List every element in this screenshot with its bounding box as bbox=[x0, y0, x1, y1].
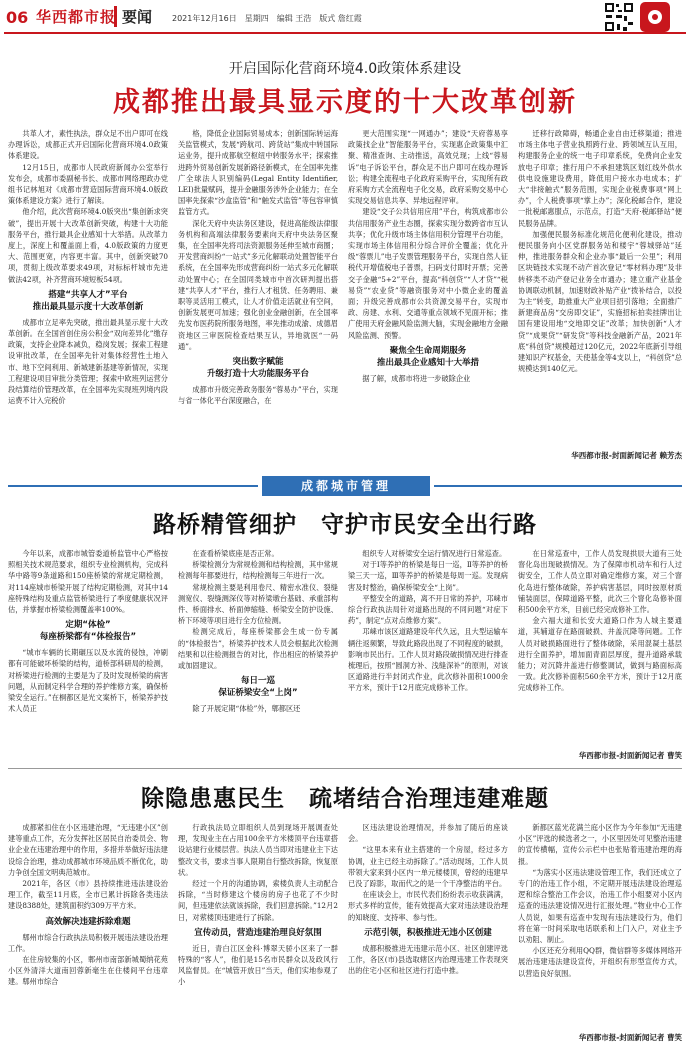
paragraph: “为落实小区违法建设管理工作，我们还成立了专门的治违工作小组，不定期开展违法建设治理巡逻和综合整治工作会议，治违工作小组要对小区内巡查的违法建设情况进行汇报处理。”物业中心工作人员说，如果有巡查中发现有违法建设行为，他们将在第一时间采取电话联系和上门入户，对业主予以劝阻、制止。 bbox=[518, 867, 682, 945]
paragraph: 2021年，各区（市）县持续推进违法建设治理工作，截至11月底，全市已累计拆除各类违法建设8388处，建筑面积约309万平方米。 bbox=[8, 879, 168, 911]
subheading: 宣传动员，营造违建治理良好氛围 bbox=[194, 927, 322, 938]
article2-column-4 bbox=[518, 548, 682, 746]
paragraph: 对于Ⅰ等养护的桥梁是每日一巡，Ⅱ等养护的桥梁三天一巡，Ⅲ等养护的桥梁是每周一巡。发现病害及时整治，确保桥梁安全“上岗”。 bbox=[348, 560, 508, 592]
subheading: 聚焦全生命周期服务 推出最具企业感知十大举措 bbox=[376, 345, 479, 368]
subheading: 示范引领，积极推进无违小区创建 bbox=[364, 927, 492, 938]
subheading: 高效解决违建拆除难题 bbox=[45, 916, 131, 927]
subheading: 搭建“共享人才”平台 推出最具显示度十大改革创新 bbox=[32, 289, 144, 312]
paragraph: 检测完成后，每座桥梁都会生成一份专属的“体检报告”，桥梁养护技术人员会根据此次检测结果和以往检测报告的对比，作出相应的桥梁养护或加固建议。 bbox=[178, 627, 338, 671]
page-header bbox=[0, 0, 690, 34]
paragraph: 共革人才，素性执法，群众足不出户即可在线办理诉讼，成都正式开启国际化营商环境4.0政策体系建设。 bbox=[8, 129, 168, 161]
paragraph: 在座谈会上，市民代表们纷纷表示收获满满，形式多样的宣传，能有效提高大家对违法建设治理的知晓度、支持率、参与性。 bbox=[348, 890, 508, 922]
article2-headline: 路桥精管细护 守护市民安全出行路 bbox=[153, 512, 537, 538]
article2-column-3 bbox=[348, 548, 508, 760]
article1-kicker: 开启国际化营商环境4.0政策体系建设 bbox=[228, 61, 462, 77]
article1-column-1 bbox=[8, 128, 168, 461]
paragraph: 金六福大道和长安大道路口作为人城主要通道，其辅道存在路面破损、井盖沉降等问题。工作人员对破损路面进行了整体破除，采用混凝土基层进行全面养护，增加面青面层厚度，提升道路承载能力；对沉降井盖进行修整调试，做到与路面标高一致。此次修补面积560余平方米，预计于12月底完成修补工作。 bbox=[518, 616, 682, 693]
paragraph: 加强便民服务标准化规范化便利化建设，推动便民服务向小区党群服务站和楼宇“蓉城驿站”延伸，推进服务群众和企业办事“最后一公里”；利用区块链技术实现不动产首次登记“零材料办理”及非转移类不动产登记业务全市通办；建立重产业基金协调联动机制，加速财政补贴产业“拨补结合，以投为主”转变，助推重大产业项目招引落地；全面推广新建商品房“交房即交证”，实施招标拍卖挂牌出让国有建设用地“交地即交证”改革；加快创新“人才贷”“成果贷”“研发贷”等科技金融新产品，2021年底“科创贷”规模超过120亿元，2022年底新引导组建知识产权基金，天使基金等4支以上，“科创贷”总规模达到140亿元。 bbox=[518, 229, 682, 374]
article1-column-4 bbox=[518, 128, 682, 448]
paragraph: 近日，青白江区金科·博翠天骄小区来了一群特殊的“客人”，他们是15名市民群众以及政风行风监督员。在“城管开放日”当天，他们实地参观了小 bbox=[178, 943, 338, 987]
subheading: 每日一巡 保证桥梁安全“上岗” bbox=[218, 676, 298, 699]
newspaper-logo: 华西都市报 bbox=[36, 8, 117, 26]
article3-column-3 bbox=[348, 822, 508, 1044]
article3-headline: 除隐患惠民生 疏堵结合治理违建难题 bbox=[141, 786, 549, 812]
banner-rule-right bbox=[434, 485, 682, 487]
qr-code-icon bbox=[604, 2, 634, 32]
article2-column-2 bbox=[178, 548, 338, 760]
paragraph: 在住房较集的小区，郫州市南部新城蜀纳花苑小区外清洋大道南回蓉新毫生在住楼间平台违章建。郫州市综合 bbox=[8, 955, 168, 987]
article3-byline: 华西都市报-封面新闻记者 曹笑 bbox=[578, 1033, 682, 1042]
paragraph: 他介绍，此次营商环境4.0版突出“集创新求突破”，提出开展十大改革创新突破，构建十大功能服务平台，推行最具企业感知十大举措。从改革力度上，深度上和覆盖面上看，4.0版政策的力度更大、范围更宽，内容更丰富。其中，创新突破70项，贯彻上级改革要求49项，对标标杆城市先进做法42项，补齐营商环境短板54项。 bbox=[8, 207, 168, 284]
paragraph: 平整安全的道路，离不开日常的养护，邛崃市综合行政执法局针对道路出现的不同问题“对症下药”，制定“点对点维修方案”。 bbox=[348, 593, 508, 626]
article1-byline: 华西都市报-封面新闻记者 赖芳杰 bbox=[571, 451, 682, 460]
section-divider bbox=[8, 768, 682, 769]
subheading: 突出数字赋能 升级打造十大功能服务平台 bbox=[206, 357, 309, 380]
banner-rule-left bbox=[8, 485, 258, 487]
paragraph: 行政执法局立即组织人员到现场开展调查处理，发现业主在占用100余平方米楼顶平台违章搭设站建行业楼层营。执法人员当即对违建业主下达整改文书，要求当事人限期自行整改拆除，恢复原状。 bbox=[178, 823, 338, 877]
section-label: 要闻 bbox=[114, 6, 152, 27]
article1-column-2 bbox=[178, 128, 338, 461]
paragraph: 区违法建设治理情况，并参加了随后的座谈会。 bbox=[348, 823, 508, 844]
paragraph: 成都市立足率先突破，推出最具显示度十大改革创新。在全国首创住房公积金“双向差异化”缴存政策，支持企业降本减负，稳岗发展；探索工程建设审批改革，在全国率先针对集体经营性土地入市、地下空间利用、新城建新基建等新情况，实现工程建设项目审批分类管理；探索中欧班列运营分段结算结价管理改革，在全国率先实现班列境内段运费不计入完税价 bbox=[8, 317, 168, 406]
paragraph: 12月15日，成都市人民政府新闻办公室举行发布会，成都市委副秘书长、成都市网络理政办党组书记林旭对《成都市营造国际营商环境4.0版政策体系建设方案》进行了解读。 bbox=[8, 162, 168, 206]
paragraph: 今年以来，成都市城管委道桥监管中心严格按照相关技术规范要求，组织专业检测机构，完成科华中路等9条道路和150座桥梁的常规定期检测，对114座城市桥梁开展了结构定期检测，对其中14座特殊结构及重点监管桥梁进行了季度健康状况评估，并掌握市桥梁检测覆盖率100%。 bbox=[8, 549, 168, 615]
article2-column-1 bbox=[8, 548, 168, 760]
paragraph: 在查看桥梁底座是否正常。 bbox=[192, 549, 279, 558]
paragraph: “城市车辆的长期碾压以及水流的侵蚀，冲刷都有可能破坏桥梁的结构，道桥部科研局的检测，对桥梁进行检测的主要是为了及时发现桥梁的病害问题，从而制定科学合理的养护维修方案，确保桥梁安全运行。”在桐都区是光文案桥下，桥梁养护技术人员正 bbox=[8, 648, 168, 714]
paragraph: 邛崃市该区道路建设年代久远，且大型运输车辆往返频繁，导致此路段出现了不同程度的破损，影响市民出行。工作人员对路段破损情况进行排查梳理后，按照“圆洞方补、浅缝深补”的原则，对该区道路进行半封闭式作业，此次修补面积1000余平方米，预计于12月底完成修补工作。 bbox=[348, 627, 508, 693]
paragraph: “这里本来有业主搭建的一个房屋，经过多方协调，业主已经主动拆除了。”活动现场，工作人员带领大家来到小区内一单元楼楼顶，曾经的违建早已没了踪影，取而代之的是一个干净整洁的平台。 bbox=[348, 845, 508, 889]
paragraph: 成都市升级完善政务服务“蓉易办”平台，实现与省一体化平台深度融合，在 bbox=[178, 385, 338, 406]
article1-column-3 bbox=[348, 128, 508, 461]
issue-meta: 2021年12月16日 星期四 编辑 王浩 版式 詹红霞 bbox=[172, 14, 362, 23]
article3-column-2 bbox=[178, 822, 338, 1044]
paragraph: 经过一个月的沟通协调，索楼负责人主动配合拆除，“当时修建这个楼房的房子也花了不少时间，但违建依法就该拆除，我们回意拆除。”12月2日，对萦楼顶违建进行了拆除。 bbox=[178, 879, 338, 922]
article1-headline: 成都推出最具显示度的十大改革创新 bbox=[113, 87, 577, 118]
header-rule bbox=[4, 32, 686, 34]
paragraph: 建设“交子公共信用应用”平台，构筑成都市公共信用服务产业生态圈，探索实现分数跨省市互认共享；优化升级市场主体信用积分管理平台功能，实现市场主体信用积分综合评价全覆盖；优化升级“蓉票儿”电子发票管理服务平台，实现自然人征税代开增值税电子普票，扫码支付即时开票；完善交子金融“5+2”平台，提高“科创贷”“人才贷”“税易贷”“农业贷”等融资服务对中小微企业的覆盖面；升级完善成都市公共资源交易平台，实现市政、房建、水利、交通等重点领域不见面开标；推广使用天府金融风险监测大脑，实现金融地方金融风险监测、预警。 bbox=[348, 207, 508, 340]
paragraph: 桥梁检测分为常规检测和结构检测，其中常规检测每年都要进行，结构检测每三年进行一次。 bbox=[178, 560, 338, 581]
paragraph: 据了解，成都市将进一步破除企业 bbox=[362, 373, 471, 383]
paragraph: 迁移行政障碍，畅通企业自由迁移渠道；推进市场主体电子营业执照跨行业、跨领域互认互用，构建服务企业的统一电子印章系统，免费向企业发放电子印章；推行用户不承担建筑区划红线外供水供电设施建设费用，降低用户接水办电成本；扩大“非接触式”服务范围，实现企业税费事项“网上办”，个人税费事项“掌上办”；深化税邮合作，建设一批税邮惠服点，示范点，打造“天府·税邮驿站”便民服务品牌。 bbox=[518, 129, 682, 228]
paragraph: 郫州市综合行政执法局积极开展违法建设治理工作。 bbox=[8, 932, 168, 953]
paragraph: 更大范围实现“一网通办”；建设“天府蓉易享政策找企业”智能服务平台，实现惠企政策集中汇聚、精准查询、主动推送，高效兑现；上线“蓉易诉”电子诉讼平台，群众足不出户即可在线办理诉讼；构建全流程电子化政府采购平台，实现所有政府采购方式全流程电子化交易，政府采购交易中心实现交易信息共享、异地远程评审。 bbox=[348, 129, 508, 206]
section-banner: 成都城市管理 bbox=[262, 476, 430, 496]
paragraph: 成都紧扣住在小区违建治理，“无违建小区”创建等重点工作，充分发挥社区居民自治委员会、物业企业在违建治理中的作用，多措并举做好违法建设综合治理，推动成都城市环境品质不断优化，助力争创全国文明典范城市。 bbox=[8, 823, 168, 877]
subheading: 定期“体检” 每座桥梁都有“体检报告” bbox=[39, 620, 137, 643]
paragraph: 组织专人对桥梁安全运行情况进行日常巡查。 bbox=[362, 549, 507, 558]
paragraph: 在日常巡查中，工作人员发现拱辰大道有三处窨化岛出现破损情况。为了保障市机动车和行人过街安全，工作人员立即对确定维修方案，对三个窨化岛进行整体破除，养护病害基层，同时按原材质铺装面层，保障道路平整，此次三个窨化岛修补面积500余平方米，目前已经完成修补工作。 bbox=[518, 549, 682, 615]
paragraph: 深化天府中央法务区建设，促进高能级法律服务机构和高端法律服务要素向天府中央法务区聚集，在全国率先将司法资源服务延伸至城市商圈；开发营商纠纷“一站式”多元化解联动处置智能平台系统，在全国率先形成营商纠纷一站式多元化解联动处置中心；在全国同类城市中首次研判提出搭建“共享人才”平台，推行人才租赁、任务聘用、兼职等灵活用工模式，让人才价值走活就业有空间，创新发展更可加速；强化创业金融创新，在全国率先发布医药院所服务地图，率先推动成渝、成德眉资地区三审医院检查结果互认，异地就医“一码通”。 bbox=[178, 218, 338, 351]
paragraph: 小区还充分利用QQ群，微信群等多媒体网络开展治违建违法建设宣传，开组织有形型宣传方式，以营造良好氛围。 bbox=[518, 946, 682, 978]
paragraph: 新都区蓝光花满兰庭小区作为今年参加“无违建小区”评选的候选者之一，小区里因处可见整治违建的宣传横幅，宣传公示栏中也张贴着违建治理的海报。 bbox=[518, 823, 682, 866]
paragraph: 格，降低企业国际贸易成本；创新国际转运海关监管模式，发展“跨航司、跨货站”集成中转国际运业务，提升成都航空枢纽中转服务水平；探索推进跨外贸易创新发展新路径新模式，在全国率先推广全球法人识别编码(Legal Entity Identifier, LEI)批量赋码，提升金融服务涉外企业能力；在全国率先探索“沙盒监管”和“触发式监管”等包容审慎监管方式。 bbox=[178, 129, 338, 217]
paragraph: 除了开展定期“体检”外，郫都区还 bbox=[192, 704, 301, 714]
article3-column-1 bbox=[8, 822, 168, 1044]
article2-byline: 华西都市报-封面新闻记者 曹笑 bbox=[578, 751, 682, 760]
paragraph: 成都积极推进无违建示范小区、社区创建评选工作，各区(市)县选取辖区内治理违建工作表现突出的住宅小区和社区进行打造中推。 bbox=[348, 943, 508, 976]
app-logo-icon bbox=[640, 2, 670, 32]
paragraph: 常规检测主要是利用卷尺、精密水准仪、裂缝测宽仪、裂缝测深仪等对桥梁墩台基础、承重部构件、桥面排水、桥面伸缩缝、桥梁安全防护设施、桥下环境等项目进行全方位检测。 bbox=[178, 582, 338, 626]
article3-column-4 bbox=[518, 822, 682, 1028]
page-number: 06 bbox=[6, 8, 29, 27]
